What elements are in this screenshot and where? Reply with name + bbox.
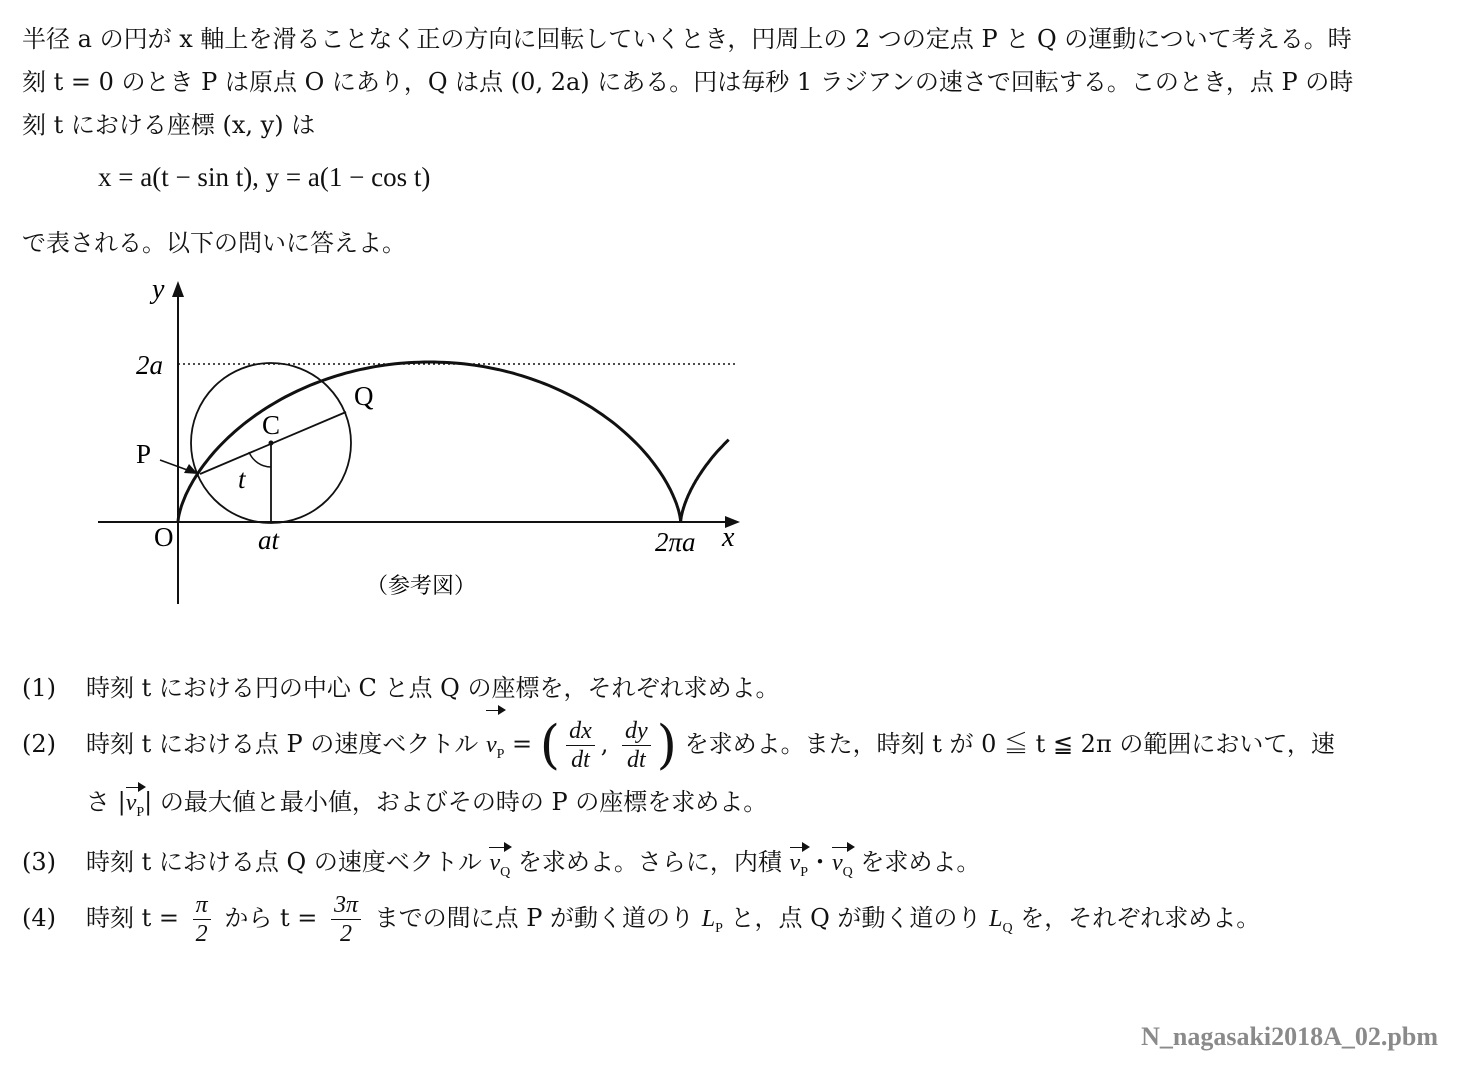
question-4: (4) 時刻 t = $\frac{\pi}{2}$ から t = $\frac{3\pi}{2}$ までの間に点 P が動く道のり $L_P$ と，点 Q が動く道のり $L_Q$ を，それぞれ求めよ。 [22, 888, 1442, 959]
footer-filename: N_nagasaki2018A_02.pbm [1141, 1022, 1438, 1051]
cycloid-curve-next-arch [681, 440, 729, 522]
vector-vp-abs: $v_P$ [125, 790, 145, 820]
cycloid-curve [178, 362, 681, 522]
question-3-text-a: 時刻 t における点 Q の速度ベクトル [86, 848, 482, 876]
fraction-dx-dt: $\frac{dx}{dt}$ [566, 717, 595, 774]
length-LQ: $L_Q$ [989, 906, 1013, 936]
fraction-3pi-over-2: $\frac{3\pi}{2}$ [331, 891, 361, 948]
parametric-formula: x = a(t − sin t), y = a(1 − cos t) [98, 162, 431, 192]
reference-figure [0, 270, 760, 610]
question-2-line-2: さ $|v_P|$ の最大値と最小値，およびその時の P の座標を求めよ。 [86, 788, 768, 820]
label-Q: Q [354, 381, 374, 411]
intro-line-1: 半径 a の円が x 軸上を滑ることなく正の方向に回転していくとき，円周上の 2 つの定点 P と Q の運動について考える。時 [22, 25, 1352, 53]
equals-sign: = [512, 730, 533, 758]
question-3-text-b: を求めよ。さらに，内積 [517, 848, 782, 876]
question-4-number: (4) [22, 904, 56, 932]
question-1-number: (1) [22, 674, 56, 702]
label-C: C [262, 410, 281, 440]
label-at: at [258, 525, 280, 555]
question-3-number: (3) [22, 848, 56, 876]
center-C-dot [269, 441, 274, 446]
intro-line-2: 刻 t = 0 のとき P は原点 O にあり，Q は点 (0, 2a) にある。円は毎秒 1 ラジアンの速さで回転する。このとき，点 P の時 [22, 68, 1354, 96]
vector-vp-dot: $v_P$ [789, 850, 808, 880]
label-2pia: 2πa [655, 527, 696, 557]
P-pointer-line [160, 460, 190, 471]
label-t: t [238, 464, 246, 494]
question-3: (3) 時刻 t における点 Q の速度ベクトル $v_Q$ を求めよ。さらに，内積 $v_P$・$v_Q$ を求めよ。 [22, 848, 981, 880]
vector-vq-dot: $v_Q$ [832, 850, 853, 880]
label-O: O [154, 522, 174, 552]
question-2-text-b: を求めよ。また，時刻 t が 0 ≦ t ≦ 2π の範囲において，速 [684, 730, 1335, 758]
fraction-pi-over-2: $\frac{\pi}{2}$ [193, 891, 211, 948]
vector-vp: $v_P$ [486, 713, 504, 787]
question-2-text-a: 時刻 t における点 P の速度ベクトル [86, 730, 479, 758]
question-2: (2) 時刻 t における点 P の速度ベクトル $v_P$ = ( $\frac{dx}{dt}$ , $\frac{dy}{dt}$ ) を求めよ。また，時刻 t が 0 ≦ t ≦ 2π の範囲において，速 [22, 712, 1442, 787]
after-formula-text: で表される。以下の問いに答えよ。 [22, 229, 406, 257]
intro-line-3: 刻 t における座標 (x, y) は [22, 111, 316, 139]
question-1-text: 時刻 t における円の中心 C と点 Q の座標を，それぞれ求めよ。 [86, 674, 780, 702]
fraction-dy-dt: $\frac{dy}{dt}$ [622, 717, 651, 774]
vector-vq: $v_Q$ [489, 850, 511, 880]
label-2a: 2a [136, 350, 163, 380]
angle-t-arc [249, 452, 271, 467]
label-y: y [152, 274, 165, 305]
question-2-number: (2) [22, 730, 56, 758]
problem-intro [22, 18, 1442, 147]
label-P: P [136, 439, 152, 469]
length-LP: $L_P$ [701, 906, 723, 936]
question-1 [22, 668, 1442, 703]
label-x: x [722, 522, 735, 553]
figure-caption: （参考図） [366, 573, 477, 598]
question-3-text-c: を求めよ。 [860, 848, 981, 876]
y-axis-arrow [172, 281, 184, 297]
